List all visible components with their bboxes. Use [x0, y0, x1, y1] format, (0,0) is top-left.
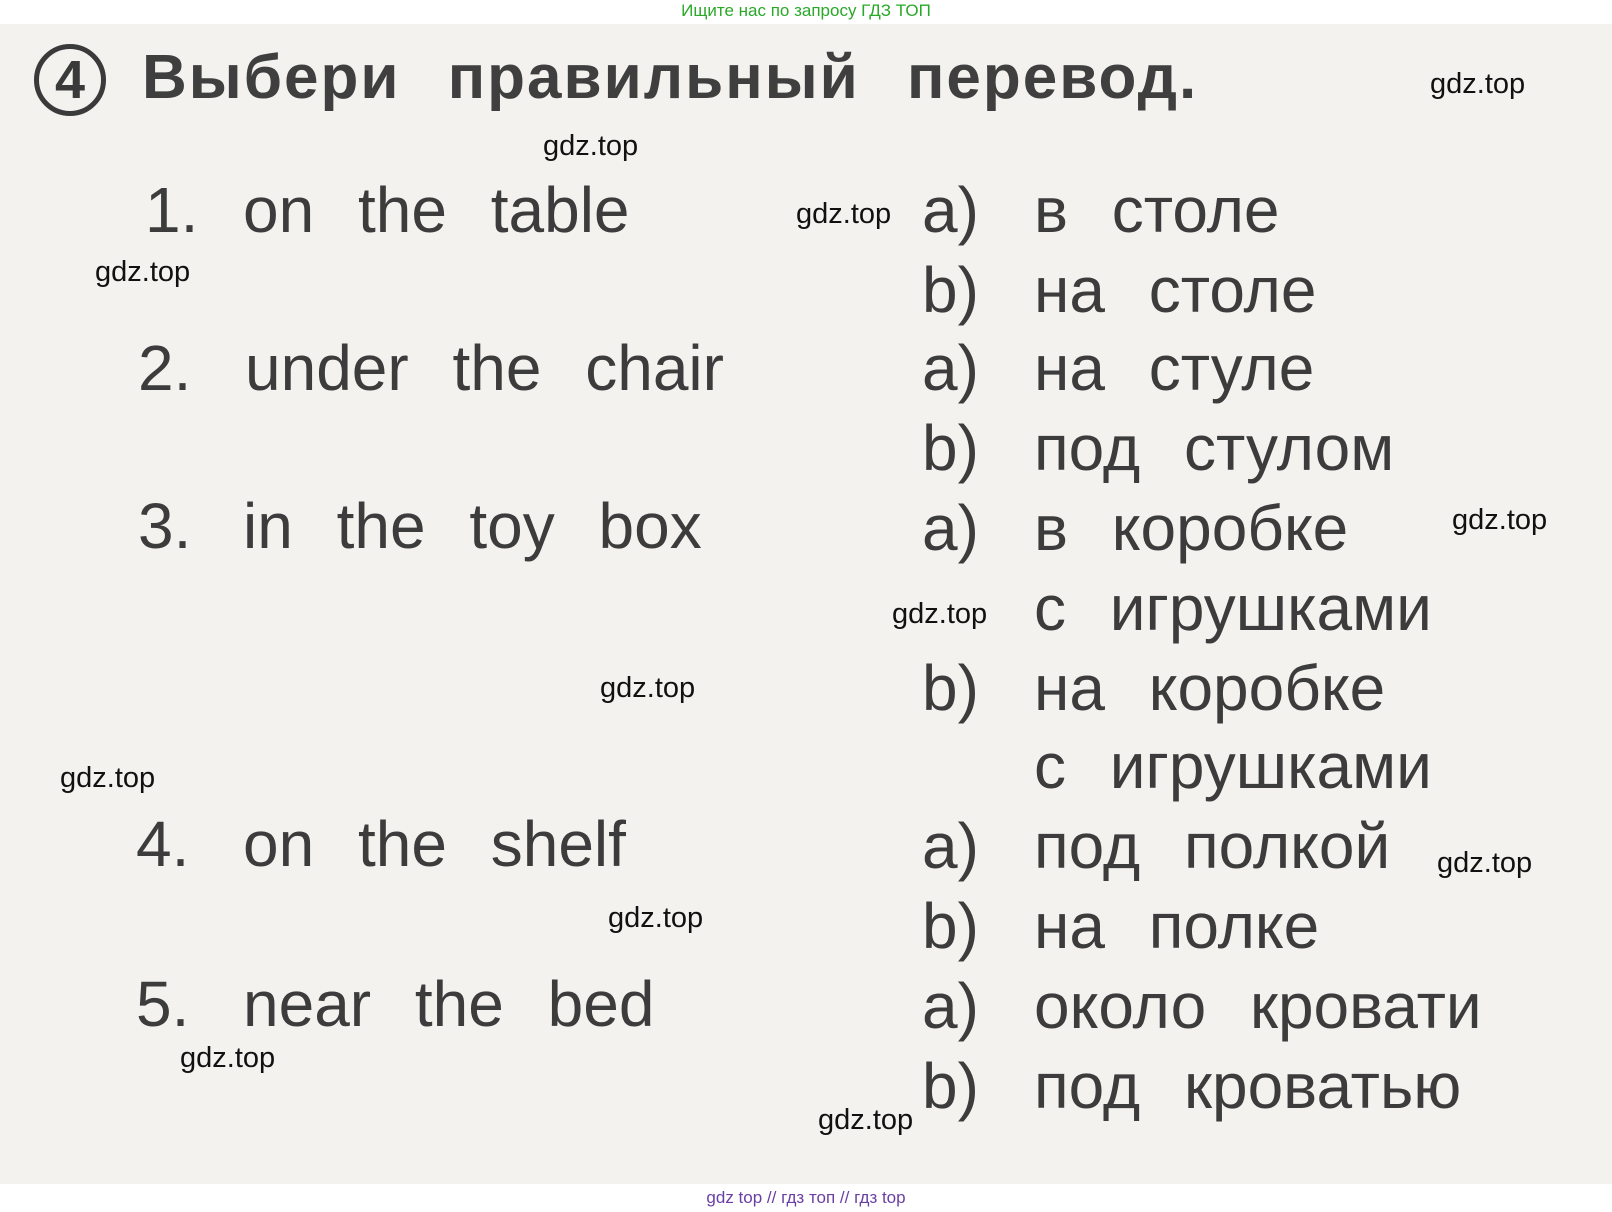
item-phrase: on the table: [243, 174, 630, 246]
watermark: gdz.top: [95, 256, 191, 288]
item-phrase: on the shelf: [243, 808, 626, 880]
option-text[interactable]: в столе: [1034, 174, 1280, 246]
watermark: gdz.top: [818, 1104, 914, 1136]
top-banner[interactable]: Ищите нас по запросу ГДЗ ТОП: [681, 1, 931, 20]
bottom-banner[interactable]: gdz top // гдз топ // гдз top: [0, 1184, 1612, 1212]
option-text-continued[interactable]: с игрушками: [1034, 730, 1432, 802]
exercise-number-badge: 4: [34, 44, 106, 116]
option-text[interactable]: на полке: [1034, 890, 1320, 962]
option-text-continued[interactable]: с игрушками: [1034, 572, 1432, 644]
watermark: gdz.top: [1437, 847, 1533, 879]
item-number: 1.: [145, 174, 199, 246]
item-number: 2.: [138, 332, 192, 404]
option-letter[interactable]: a): [922, 332, 979, 404]
option-letter[interactable]: b): [922, 890, 979, 962]
watermark: gdz.top: [180, 1042, 276, 1074]
option-letter[interactable]: b): [922, 1050, 979, 1122]
item-number: 4.: [136, 808, 190, 880]
item-number: 3.: [138, 490, 192, 562]
option-text[interactable]: на стуле: [1034, 332, 1315, 404]
option-letter[interactable]: b): [922, 652, 979, 724]
watermark: gdz.top: [600, 672, 696, 704]
option-letter[interactable]: a): [922, 970, 979, 1042]
option-letter[interactable]: b): [922, 412, 979, 484]
option-text[interactable]: под стулом: [1034, 412, 1395, 484]
item-phrase: under the chair: [245, 332, 724, 404]
option-text[interactable]: около кровати: [1034, 970, 1482, 1042]
watermark: gdz.top: [796, 198, 892, 230]
option-text[interactable]: на столе: [1034, 254, 1317, 326]
option-text[interactable]: на коробке: [1034, 652, 1386, 724]
watermark: gdz.top: [60, 762, 156, 794]
item-phrase: in the toy box: [243, 490, 702, 562]
option-text[interactable]: под полкой: [1034, 810, 1391, 882]
watermark: gdz.top: [608, 902, 704, 934]
option-text[interactable]: в коробке: [1034, 492, 1349, 564]
option-text[interactable]: под кроватью: [1034, 1050, 1462, 1122]
option-letter[interactable]: b): [922, 254, 979, 326]
item-number: 5.: [136, 968, 190, 1040]
option-letter[interactable]: a): [922, 810, 979, 882]
option-letter[interactable]: a): [922, 492, 979, 564]
exercise-title: Выбери правильный перевод.: [142, 43, 1199, 112]
watermark: gdz.top: [1452, 504, 1548, 536]
watermark: gdz.top: [543, 130, 639, 162]
watermark: gdz.top: [892, 598, 988, 630]
watermark: gdz.top: [1430, 68, 1526, 100]
item-phrase: near the bed: [243, 968, 655, 1040]
option-letter[interactable]: a): [922, 174, 979, 246]
